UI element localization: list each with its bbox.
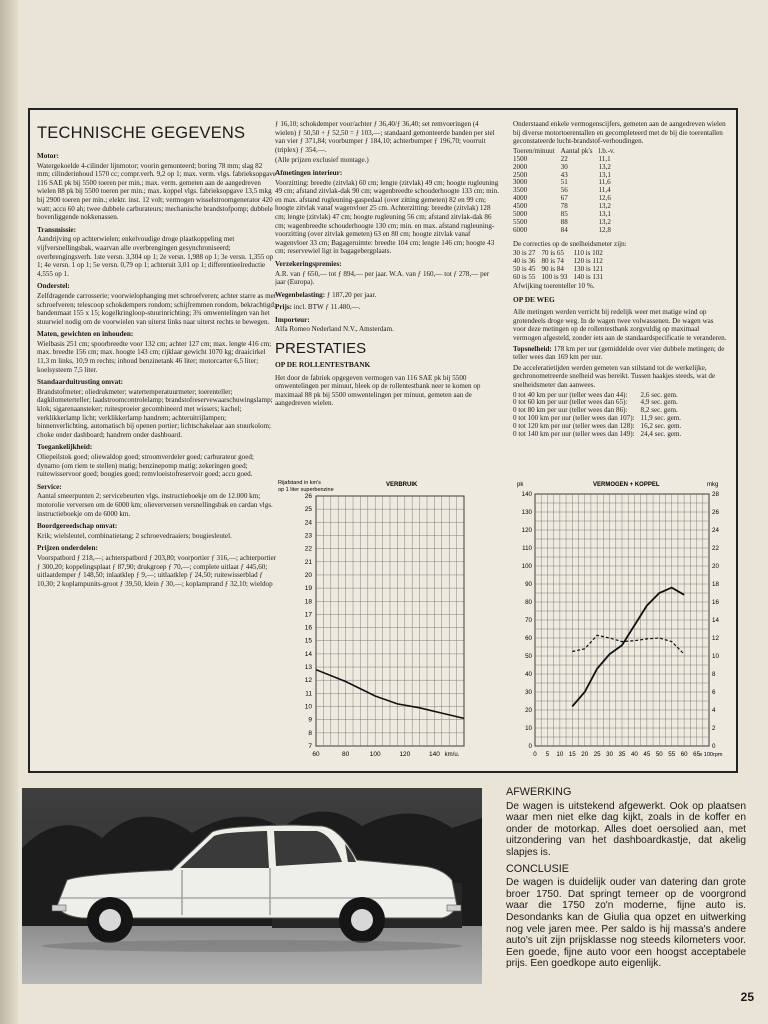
- correction-table-cell: 100 is 93: [541, 273, 568, 282]
- bank-text: Het door de fabriek opgegeven vermogen van 116 SAE pk bij 5500 omwentelingen per minuut, bleek op de rollentestbank neer te komen op maximaal 88 pk bij 5500 omwentelingen per minuut, gemeten aan de aangedreven wielen.: [275, 373, 481, 408]
- power-table-cell: 43: [560, 170, 568, 179]
- power-table-cell: 13,2: [598, 162, 611, 171]
- power-table-cell: 85: [560, 210, 568, 219]
- technical-section-text: Wielbasis 251 cm; spoorbreedte voor 132 cm; achter 127 cm; max. lengte 416 cm; max. breedte 156 cm; max. hoogte 143 cm; rijklaar gewicht 1070 kg; draaicirkel 11,3 m links, 10,9 m rechts; inhoud benzinetank 46 liter; motorcarter 6,5 liter; koelsysteem 7,5 liter.: [37, 339, 272, 374]
- x-tick-label: 40: [630, 751, 638, 758]
- x-tick-label: 80: [341, 751, 350, 758]
- y-left-tick-label: 50: [525, 653, 532, 660]
- power-table-cell: 13,2: [598, 217, 611, 226]
- middle-section-heading: Verzekeringspremies:: [275, 259, 342, 268]
- middle-section-text: incl. BTW ƒ 11.480,—.: [291, 303, 361, 312]
- power-torque-chart: [513, 478, 735, 770]
- power-table-cell: 4500: [513, 202, 528, 211]
- correction-table-cell: 80 is 74: [541, 257, 564, 266]
- x-tick-label: 65: [693, 751, 701, 758]
- y-tick-label: 17: [304, 611, 312, 619]
- power-table-cell: 3500: [513, 186, 528, 195]
- power-table-cell: 4000: [513, 194, 528, 203]
- y-left-tick-label: 30: [525, 689, 532, 696]
- y-right-tick-label: 24: [712, 527, 719, 534]
- power-table-cell: 6000: [513, 225, 528, 234]
- accel-text: De acceleratietijden werden gemeten van stilstand tot de werkelijke, gechronometreerde snelheid was bereikt. Tussen haakjes steeds, wat de snelheidsmeter dan aanwees.: [513, 363, 716, 389]
- y-tick-label: 8: [308, 729, 312, 737]
- power-table-cell: 13,1: [598, 210, 611, 219]
- middle-section-heading: Afmetingen interieur:: [275, 168, 343, 177]
- y-right-tick-label: 6: [712, 689, 716, 696]
- y-tick-label: 7: [308, 743, 312, 750]
- power-table-cell: 12,8: [598, 225, 611, 234]
- power-table-cell: 2000: [513, 162, 528, 171]
- middle-section-text: A.R. van ƒ 650,— tot ƒ 894,— per jaar. W.A. van ƒ 160,— tot ƒ 278,— per jaar (Europa).: [275, 269, 490, 287]
- y-right-tick-label: 14: [712, 617, 719, 624]
- technical-column: [37, 120, 277, 765]
- accel-table-cell: 24,4 sec. gem.: [640, 430, 682, 439]
- y-right-tick-label: 8: [712, 671, 716, 678]
- accel-table-cell: 0 tot 100 km per uur (teller wees dan 107):: [513, 414, 635, 423]
- y-left-tick-label: 80: [525, 599, 532, 606]
- power-table-cell: 22: [560, 154, 568, 163]
- accel-table-cell: 16,2 sec. gem.: [640, 422, 682, 431]
- y-left-tick-label: 40: [525, 671, 532, 678]
- accel-table-cell: 4,9 sec. gem.: [640, 398, 678, 407]
- technical-section-text: Watergekoelde 4-cilinder lijnmotor; voorin gemonteerd; boring 78 mm; slag 82 mm; cilinderinhoud 1570 cc; compr.verh. 9,2 op 1; max. verm. vlgs. fabrieksopgave 116 SAE pk bij 5500 toeren per min.; max. verm. gemeten aan de aangedreven wielen 88 pk bij 5500 toeren per min.; max. koppel vlgs. fabrieksopgave 13,5 mkg bij 2900 toeren per min.; elektr. inst. 12 volt; vermogen wisselstroomgenerator 420 watt; accu 60 ah; twee dubbele carburateurs; mechanische brandstofpomp; dubbele bovenliggende nokkenassen.: [37, 161, 276, 222]
- x-tick-label: 45: [643, 751, 651, 758]
- y-right-tick-label: 2: [712, 725, 716, 732]
- x-tick-label: 60: [680, 751, 688, 758]
- y-right-tick-label: 22: [712, 545, 719, 552]
- y-tick-label: 26: [304, 493, 312, 500]
- power-table-cell: 88: [560, 217, 568, 226]
- correction-table-row: [513, 274, 609, 282]
- power-torque-chart-svg: [513, 478, 735, 770]
- technical-section-text: Zelfdragende carrosserie; voorwielophanging met schroefveren; achter starre as met schroefveren; telescoop schokdempers rondom; schijfremmen rondom, bekrachtigd; bandenmaat 155 x 15; kogelkringloop-stuurinrichting; 3¾ omwentelingen van het stuurwiel nodig om de voorwielen van uiterst links naar uiterst rechts te bewegen.: [37, 291, 276, 326]
- y-left-axis-label: pk: [517, 482, 524, 488]
- accel-table-cell: 0 tot 60 km per uur (teller wees dan 65):: [513, 398, 628, 407]
- middle-section-heading: Wegenbelasting:: [275, 290, 326, 299]
- technical-section-heading: Standaarduitrusting omvat:: [37, 378, 124, 387]
- page-binding-shadow: [0, 0, 18, 1024]
- middle-sections: [275, 169, 500, 334]
- y-left-tick-label: 0: [528, 743, 532, 750]
- technical-section-heading: Toegankelijkheid:: [37, 443, 93, 452]
- y-tick-label: 12: [304, 677, 312, 685]
- y-right-axis-label: mkg: [707, 482, 719, 488]
- conclusie-heading: CONCLUSIE: [506, 862, 569, 875]
- y-axis-label-line2: op 1 liter superbenzine: [278, 487, 334, 493]
- y-left-tick-label: 20: [525, 707, 532, 714]
- power-table-cell: 3000: [513, 178, 528, 187]
- y-tick-label: 19: [304, 585, 312, 593]
- x-tick-label: 140: [428, 751, 440, 758]
- y-tick-label: 13: [304, 664, 312, 672]
- price-note: (Alle prijzen exclusief montage.): [275, 156, 369, 165]
- middle-column: [275, 120, 500, 420]
- y-left-tick-label: 100: [521, 563, 532, 570]
- y-right-tick-label: 16: [712, 599, 719, 606]
- x-tick-label: 120: [399, 751, 411, 758]
- y-tick-label: 10: [304, 703, 312, 711]
- correction-table-cell: 140 is 131: [573, 273, 604, 282]
- y-axis-label-line1: Rijafstand in km's: [278, 480, 321, 486]
- y-tick-label: 9: [308, 716, 312, 724]
- price-continuation: ƒ 16,10; schokdemper voor/achter ƒ 36,40/ƒ 36,40; set remvoeringen (4 wielen) ƒ 50,50 + ƒ 52,50 = ƒ 103,—; standaard gemonteerde banden per stel van vier ƒ 371,84; voorbumper ƒ 184,10; achterbumper ƒ 196,70; voorruit (triplex) ƒ 354,—.: [275, 120, 495, 154]
- page-number: 25: [740, 990, 754, 1004]
- y-right-tick-label: 26: [712, 509, 719, 516]
- car-photo-image: [22, 788, 482, 984]
- technical-section-heading: Transmissie:: [37, 225, 76, 234]
- right-column: [513, 120, 728, 512]
- power-table-header-cell: l.b.-v.: [598, 146, 615, 155]
- afwerking-text: De wagen is uitstekend afgewerkt. Ook op plaatsen waar men niet elke dag kijkt, zoals in de koffer en onder de motorkap. Alles doet oersolied aan, met uitzondering van het dashboardkastje, dat akelig slapjes is.: [506, 800, 746, 858]
- y-right-tick-label: 0: [712, 743, 716, 750]
- y-tick-label: 14: [304, 650, 312, 658]
- x-tick-label: 55: [668, 751, 676, 758]
- correction-table-cell: 50 is 45: [513, 265, 536, 274]
- y-left-tick-label: 60: [525, 635, 532, 642]
- power-table-cell: 1500: [513, 154, 528, 163]
- top-speed: [513, 345, 728, 362]
- x-tick-label: 35: [618, 751, 626, 758]
- power-table-cell: 84: [560, 225, 568, 234]
- technical-sections: [37, 152, 277, 588]
- y-right-tick-label: 4: [712, 707, 716, 714]
- y-tick-label: 11: [305, 690, 312, 698]
- x-tick-label: 100: [369, 751, 381, 758]
- technical-section-heading: Motor:: [37, 152, 59, 160]
- y-right-tick-label: 12: [712, 635, 719, 642]
- accel-table-cell: 2,6 sec. gem.: [640, 390, 678, 399]
- power-table: [513, 148, 621, 235]
- correction-table-cell: 60 is 55: [513, 273, 536, 282]
- y-left-tick-label: 120: [521, 527, 532, 534]
- y-tick-label: 22: [304, 545, 312, 553]
- technical-section-text: Krik; wielsleutel, combinatietang; 2 schroevedraaiers; bougiesleutel.: [37, 531, 232, 540]
- weg-text: Alle metingen werden verricht bij redelijk weer met matige wind op grotendeels droge weg. In de wagen twee volwassenen. De wagen was voor deze metingen op de rollentestbank zorgvuldig op maximaal vermogen afgesteld, zonder iets aan de standaardspecificatie te veranderen.: [513, 308, 727, 342]
- power-table-cell: 11,6: [598, 178, 611, 187]
- power-table-cell: 5000: [513, 210, 528, 219]
- technical-section-heading: Onderstel:: [37, 282, 70, 291]
- conclusie-text: De wagen is duidelijk ouder van datering dan grote broer 1750. Dat springt temeer op de voorgrond waar die 1750 zo'n moderne, fijne auto is. Desondanks kan de Giulia qua opzet en uitwerking nog vele jaren mee. Per saldo is hij massa's andere auto's uit zijn prijsklasse nog steeds kilometers voor. Een goede, fijne auto voor een hoogst acceptabele prijs. Een goedkope auto eigenlijk.: [506, 877, 746, 970]
- y-left-tick-label: 140: [521, 491, 532, 498]
- technical-section-heading: Prijzen onderdelen:: [37, 544, 98, 553]
- correction-table-cell: 90 is 84: [541, 265, 564, 274]
- accel-table-cell: 0 tot 140 km per uur (teller wees dan 149):: [513, 430, 635, 439]
- deviation-text: Afwijking toerenteller 10 %.: [513, 281, 595, 290]
- y-tick-label: 20: [304, 571, 312, 579]
- middle-section-heading: Importeur:: [275, 315, 310, 324]
- technical-section-text: Voorspatbord ƒ 218,—; achterspatbord ƒ 203,80; voorportier ƒ 316,—; achterportier ƒ 300,20; koppelingsplaat ƒ 87,90; drukgroep ƒ 70,—; complete uitlaat ƒ 445,60; uitlaatdemper ƒ 148,50; inlaatklep ƒ 9,—; uitlaatklep ƒ 24,50; ruitewisserblad ƒ 10,30; 2 koplampunits-groot ƒ 39,50, klein ƒ 30,—; koplamprand ƒ 32,10; wieldop: [37, 553, 277, 588]
- correction-table-cell: 70 is 65: [541, 249, 564, 258]
- prestaties-title: PRESTATIES: [275, 340, 367, 358]
- x-tick-label: 5: [545, 751, 550, 758]
- y-tick-label: 24: [304, 519, 312, 527]
- chart-title: VERMOGEN + KOPPEL: [593, 482, 660, 488]
- power-table-cell: 11,1: [598, 154, 611, 163]
- x-tick-label: 0: [533, 751, 537, 758]
- y-left-tick-label: 70: [525, 617, 532, 624]
- correction-table-cell: 120 is 112: [573, 257, 603, 266]
- y-right-tick-label: 20: [712, 563, 719, 570]
- middle-section-section: [275, 291, 500, 300]
- x-tick-label: 30: [606, 751, 614, 758]
- power-table-cell: 78: [560, 202, 568, 211]
- power-table-row: [513, 227, 621, 235]
- technical-title: TECHNISCHE GEGEVENS: [37, 124, 246, 142]
- x-tick-label: 20: [581, 751, 589, 758]
- x-tick-label: 15: [568, 751, 576, 758]
- middle-section-section: [275, 303, 500, 312]
- power-table-cell: 11,4: [598, 186, 611, 195]
- correction-table-cell: 40 is 36: [513, 257, 536, 266]
- technical-box: [28, 108, 738, 773]
- power-table-cell: 12,6: [598, 194, 611, 203]
- technical-section-text: Aandrijving op achterwielen; enkelvoudige droge plaatkoppeling met vijfversnellingsbak, waarvan alle overbrengingen gesynchroniseerd; overbrengingsverh. 1ste versn. 3,304 op 1; 2e versn. 1,988 op 1; 3e versn. 1,355 op 1; 4e versn. 1 op 1; 5e versn. 0,79 op 1; achteruit 3,01 op 1; differentieelreductie 4,555 op 1.: [37, 235, 274, 278]
- y-right-tick-label: 10: [712, 653, 719, 660]
- power-table-cell: 51: [560, 178, 568, 187]
- y-tick-label: 15: [304, 637, 312, 645]
- chart-title: VERBRUIK: [386, 482, 418, 488]
- y-left-tick-label: 130: [521, 509, 532, 516]
- technical-section-text: Aantal smeerpunten 2; servicebeurten vlgs. instructieboekje om de 12.000 km; motorolie verversen om de 6000 km; olieverversen versnellingsbak en cardan vlgs. instructieboekje om de 6000 km.: [37, 492, 273, 518]
- weg-heading: OP DE WEG: [513, 294, 555, 304]
- y-tick-label: 21: [304, 558, 312, 566]
- technical-section-heading: Maten, gewichten en inhouden:: [37, 330, 134, 339]
- x-tick-label: 60: [312, 751, 320, 758]
- middle-section-text: Alfa Romeo Nederland N.V., Amsterdam.: [275, 325, 394, 334]
- y-tick-label: 25: [304, 506, 312, 514]
- afwerking-heading: AFWERKING: [506, 786, 572, 798]
- x-axis-label: km/u.: [444, 752, 460, 758]
- correction-title: De correcties op de snelheidsmeter zijn:: [513, 239, 627, 248]
- accel-table-row: [513, 431, 687, 439]
- y-left-tick-label: 90: [525, 581, 532, 588]
- top-speed-label: Topsnelheid:: [513, 344, 552, 353]
- y-left-tick-label: 10: [525, 725, 532, 732]
- correction-table: [513, 250, 609, 282]
- car-photo: [22, 788, 482, 984]
- top-speed-text: 178 km per uur (gemiddelde over vier dubbele metingen; de teller wees dan 169 km per uur.: [513, 344, 725, 362]
- power-intro: Onderstaand enkele vermogenscijfers, gemeten aan de aangedreven wielen bij diverse motortoerentallen en gecompleteerd met de bij die toerentallen geconstateerde lucht-brandstof-verhoudingen.: [513, 120, 726, 146]
- x-tick-label: 10: [556, 751, 564, 758]
- technical-section-heading: Service:: [37, 482, 62, 491]
- consumption-chart-svg: [276, 478, 472, 770]
- accel-table-cell: 0 tot 40 km per uur (teller wees dan 44):: [513, 390, 628, 399]
- accel-table-cell: 0 tot 120 km per uur (teller wees dan 128):: [513, 422, 635, 431]
- x-tick-label: 25: [593, 751, 601, 758]
- middle-section-heading: Prijs:: [275, 303, 292, 312]
- y-left-tick-label: 110: [522, 545, 532, 552]
- power-table-cell: 2500: [513, 170, 528, 179]
- x-tick-label: 50: [655, 751, 663, 758]
- correction-table-cell: 110 is 102: [573, 249, 603, 258]
- y-right-tick-label: 28: [712, 491, 719, 498]
- power-table-cell: 13,2: [598, 202, 611, 211]
- correction-table-cell: 130 is 121: [573, 265, 604, 274]
- middle-section-text: ƒ 187,20 per jaar.: [325, 290, 377, 299]
- conclusion-column: [506, 787, 746, 975]
- technical-section-text: Oliepeilstok goed; oliewaldop goed; stroomverdeler goed; carburateur goed; dynamo (om riem te stellen) matig; benzinepomp matig; zekeringen goed; ruitewisservoor goed; bougies goed; remvloeistofreservoir goed; accu goed.: [37, 453, 254, 479]
- accel-table-cell: 8,2 sec. gem.: [640, 406, 678, 415]
- bank-heading: OP DE ROLLENTESTBANK: [275, 360, 371, 370]
- accel-table: [513, 392, 687, 439]
- consumption-chart: [276, 478, 472, 770]
- power-table-header-cell: Toeren/minuut: [513, 146, 555, 155]
- technical-section-heading: Boordgereedschap omvat:: [37, 522, 118, 531]
- y-tick-label: 16: [304, 624, 312, 632]
- x-axis-label: x 100rpm: [699, 752, 723, 758]
- technical-section-text: Brandstofmeter; oliedrukmeter; watertemperatuurmeter; toerenteller; dagkilometerteller; laadstroomcontrolelamp; brandstofreservewaarschuwingslamp; klok; sigarenaansteker; ruitesproeier gecombineerd met wissers; kachel; verklikkerlamp licht; verklikkerlamp handrem; achteruitrijlampen; binnenverlichting, automatisch bij openen portier; lichtschakelaar aan stuurkolom; choke onder dashboard; handrem onder dashboard.: [37, 387, 273, 439]
- power-table-cell: 67: [560, 194, 568, 203]
- power-table-cell: 56: [560, 186, 568, 195]
- power-table-cell: 30: [560, 162, 568, 171]
- power-table-cell: 5500: [513, 217, 528, 226]
- accel-table-cell: 0 tot 80 km per uur (teller wees dan 86):: [513, 406, 628, 415]
- correction-table-cell: 30 is 27: [513, 249, 536, 258]
- accel-table-cell: 11,9 sec. gem.: [640, 414, 682, 423]
- y-tick-label: 18: [304, 598, 312, 606]
- y-tick-label: 23: [304, 532, 312, 540]
- middle-section-text: Voorzitting: breedte (zitvlak) 60 cm; lengte (zitvlak) 49 cm; hoogte rugleuning 49 cm; afstand zitvlak-dak 90 cm; wagenbreedte schouderhoogte 133 cm; min. en max. afstand rugleuning-gaspedaal (over zitting gemeten) 82 en 99 cm; hoogte zitvlak vanaf wagenvloer 25 cm. Achterzitting: breedte (zitvlak) 128 cm; lengte (zitvlak) 47 cm; hoogte rugleuning 56 cm; afstand zitvlak-dak 86 cm; wagenbreedte schouderhoogte 130 cm; min. en max. afstand rugleuning-voorzitting (over zitvlak gemeten) 63 en 80 cm; hoogte zitvlak vanaf wagenvloer 33 cm; Bagageruimte: breedte 104 cm; lengte 146 cm; hoogte 43 cm; reservewiel ligt in bagagebergplaats.: [275, 178, 499, 256]
- power-table-cell: 13,1: [598, 170, 611, 179]
- y-right-tick-label: 18: [712, 581, 719, 588]
- power-table-header-cell: Aantal pk's: [560, 146, 593, 155]
